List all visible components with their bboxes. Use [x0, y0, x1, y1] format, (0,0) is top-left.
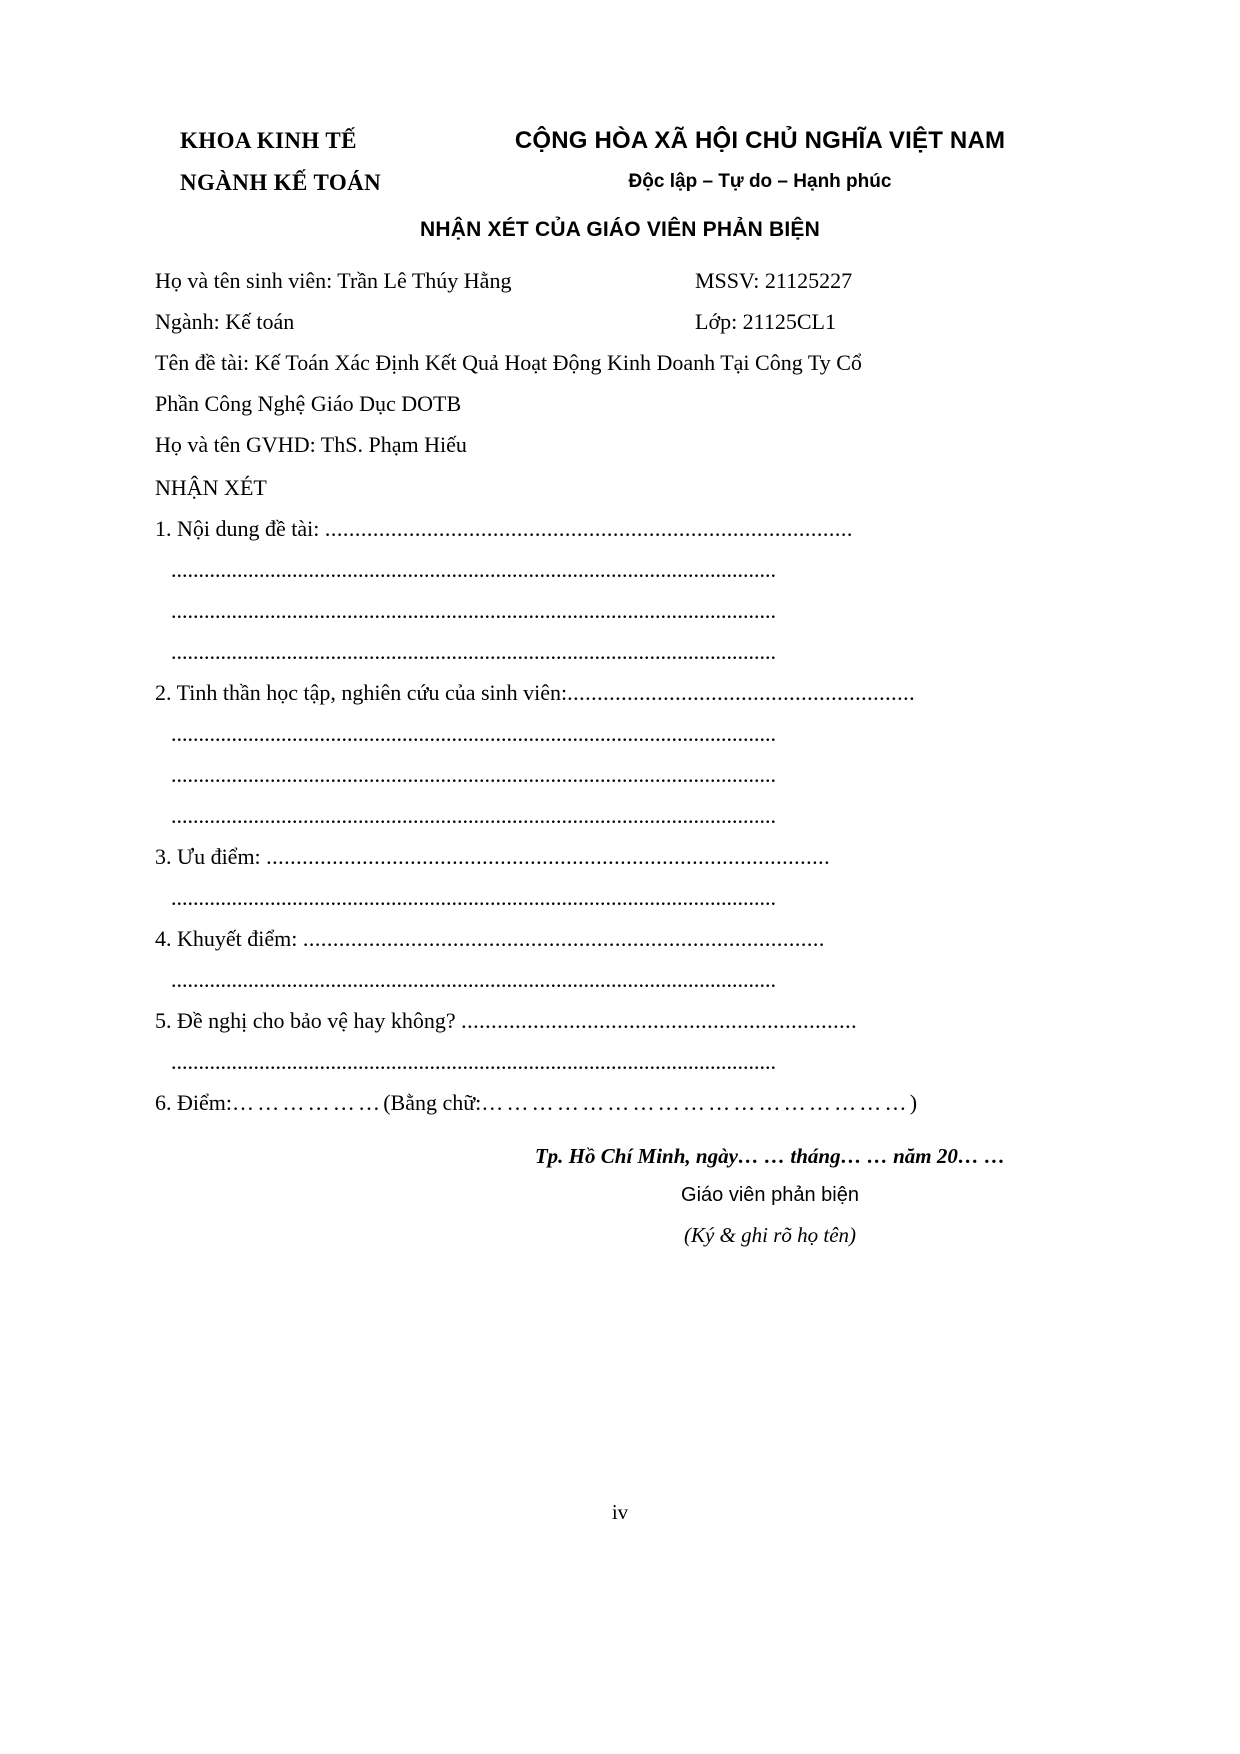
header-left-block — [155, 120, 435, 204]
review-item-5-blank-1: .............................................................................................................. — [171, 1049, 776, 1074]
review-item-1 — [155, 508, 1085, 549]
major-class-row — [155, 301, 1085, 342]
review-item-4 — [155, 918, 1085, 959]
review-item-1-blank-1: .............................................................................................................. — [171, 557, 776, 582]
score-label: 6. Điểm: — [155, 1090, 232, 1115]
student-info-row — [155, 260, 1085, 301]
faculty-name: KHOA KINH TẾ — [180, 128, 357, 153]
review-item-4-dots: ....................................................................................... — [302, 926, 825, 951]
review-item-1-blank-3: .............................................................................................................. — [171, 639, 776, 664]
header-right-block — [435, 120, 1085, 202]
signature-place-date: Tp. Hồ Chí Minh, ngày… … tháng… … năm 20… … — [534, 1144, 1006, 1168]
document-content — [155, 120, 1085, 1255]
topic-line-2: Phần Công Nghệ Giáo Dục DOTB — [155, 391, 462, 416]
review-item-1-blank-2: .............................................................................................................. — [171, 598, 776, 623]
score-dots-number: ……………… — [232, 1090, 384, 1115]
review-item-3-label: 3. Ưu điểm: — [155, 844, 267, 869]
review-item-2 — [155, 672, 1085, 713]
topic-line-1: Tên đề tài: Kế Toán Xác Định Kết Quả Hoạt Động Kinh Doanh Tại Công Ty Cổ — [155, 350, 862, 375]
score-dots-words: …………………………………………… — [481, 1090, 910, 1115]
signature-block — [155, 1137, 1085, 1255]
page-number: iv — [611, 1500, 629, 1524]
score-close-paren: ) — [909, 1090, 918, 1115]
review-item-2-dots: .......................................................... — [567, 680, 916, 705]
review-item-2-blank-2: .............................................................................................................. — [171, 762, 776, 787]
review-item-1-dots: ........................................................................................ — [324, 516, 853, 541]
major-name: NGÀNH KẾ TOÁN — [180, 170, 382, 195]
page-title: NHẬN XÉT CỦA GIÁO VIÊN PHẢN BIỆN — [420, 218, 820, 241]
major-field: Ngành: Kế toán — [155, 309, 295, 334]
review-item-4-blank-1: .............................................................................................................. — [171, 967, 776, 992]
nation-title: CỘNG HÒA XÃ HỘI CHỦ NGHĨA VIỆT NAM — [514, 127, 1006, 154]
review-item-5 — [155, 1000, 1085, 1041]
review-item-2-blank-1: .............................................................................................................. — [171, 721, 776, 746]
review-heading: NHẬN XÉT — [155, 475, 267, 500]
score-in-words-label: (Bằng chữ: — [383, 1090, 482, 1115]
signature-note: (Ký & ghi rõ họ tên) — [683, 1223, 857, 1247]
advisor-field: Họ và tên GVHD: ThS. Phạm Hiếu — [155, 432, 467, 457]
class-field: Lớp: 21125CL1 — [695, 309, 836, 334]
document-header — [155, 120, 1085, 204]
review-item-1-label: 1. Nội dung đề tài: — [155, 516, 325, 541]
student-name-field: Họ và tên sinh viên: Trần Lê Thúy Hằng — [155, 268, 512, 293]
review-item-6-score — [155, 1082, 1085, 1123]
review-item-3-dots: .............................................................................................. — [266, 844, 831, 869]
review-item-2-label: 2. Tinh thần học tập, nghiên cứu của sinh viên: — [155, 680, 568, 705]
review-item-5-dots: .................................................................. — [461, 1008, 858, 1033]
review-item-3-blank-1: .............................................................................................................. — [171, 885, 776, 910]
review-item-3 — [155, 836, 1085, 877]
signature-role: Giáo viên phản biện — [681, 1184, 859, 1206]
student-id-field: MSSV: 21125227 — [695, 268, 853, 293]
review-item-4-label: 4. Khuyết điểm: — [155, 926, 303, 951]
review-item-2-blank-3: .............................................................................................................. — [171, 803, 776, 828]
nation-motto: Độc lập – Tự do – Hạnh phúc — [628, 171, 892, 192]
review-item-5-label: 5. Đề nghị cho bảo vệ hay không? — [155, 1008, 462, 1033]
